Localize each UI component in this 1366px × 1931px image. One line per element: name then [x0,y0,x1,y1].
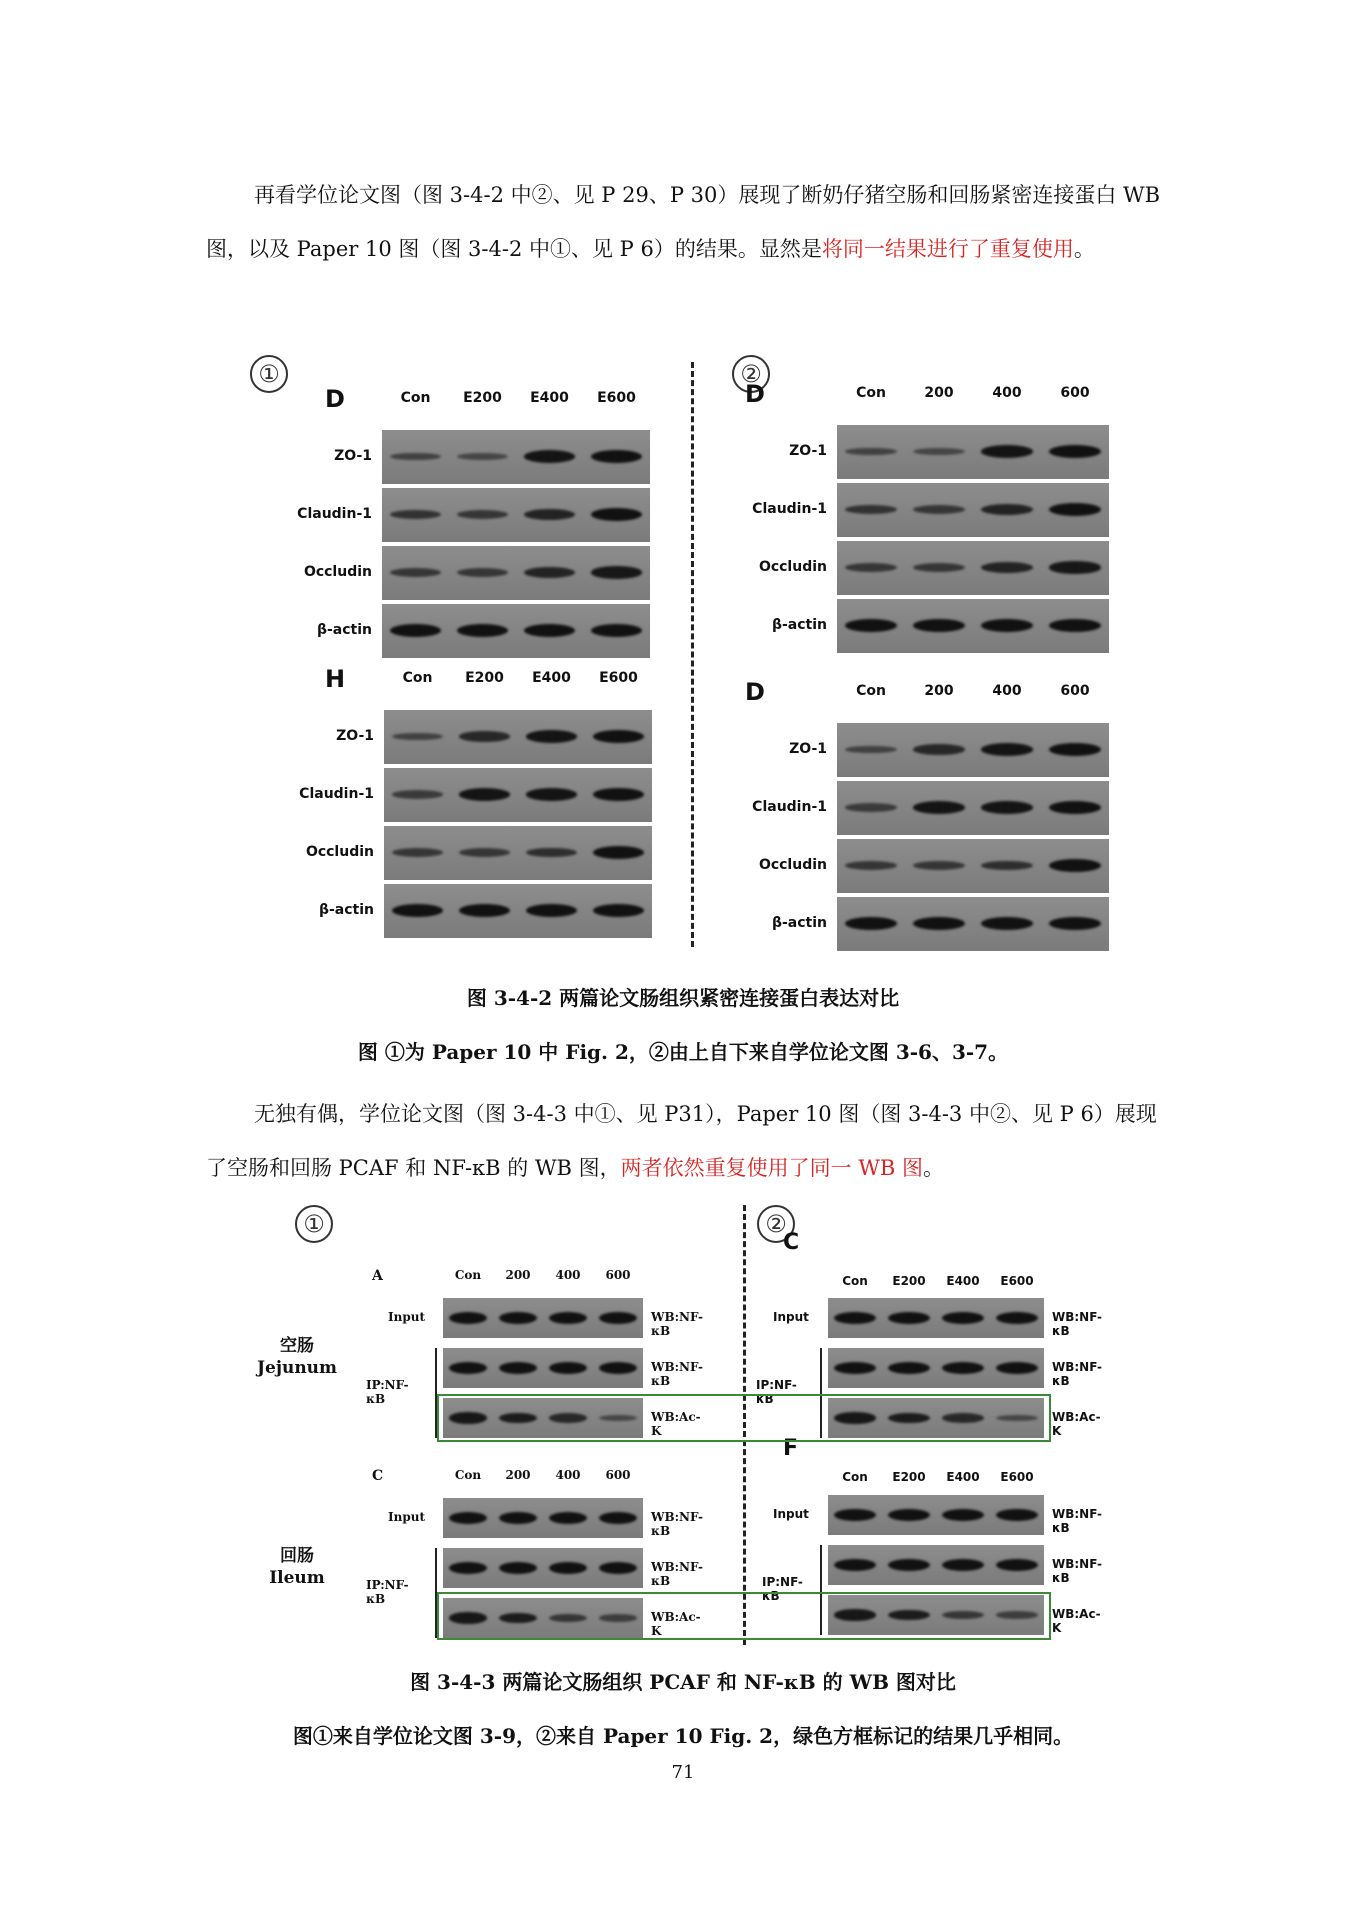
band [996,1312,1038,1324]
column-label: 600 [605,1468,631,1482]
column-label: E600 [1000,1274,1034,1288]
band [392,848,443,857]
band [845,505,897,514]
marker-2: ② [732,355,770,393]
figure1-caption-title: 图 3-4-2 两篇论文肠组织紧密连接蛋白表达对比 [466,986,900,1010]
blot-strip [837,599,1109,653]
band [499,1512,537,1524]
band [1049,743,1101,756]
row-label: Occludin [758,857,827,873]
column-label: Con [402,670,433,686]
band [599,1512,637,1524]
blot-strip [382,430,650,484]
highlighted-text: 两者依然重复使用了同一 WB 图 [620,1156,924,1180]
band [913,563,965,572]
band [913,744,965,755]
column-label: E600 [597,390,636,406]
input-label: Input [388,1310,425,1324]
band [845,563,897,572]
input-label: Input [773,1310,809,1324]
ileum-cn: 回肠 [280,1546,314,1566]
row-label: β-actin [316,622,372,638]
band [549,1362,587,1374]
band [981,861,1033,871]
band [524,509,575,520]
column-label: 200 [924,385,954,401]
marker-1: ① [295,1205,333,1243]
paragraph-2 [206,1087,1166,1195]
column-label: Con [856,385,886,401]
panel-letter: C [372,1468,384,1484]
band [499,1562,537,1574]
band [1049,917,1101,930]
band [1049,801,1101,814]
page-number: 71 [671,1762,695,1783]
blot-strip [837,425,1109,479]
column-label: 200 [924,683,954,699]
band [913,619,965,632]
band [981,801,1033,814]
blot-strip [837,781,1109,835]
band [499,1312,537,1324]
band [593,730,644,743]
row-label: β-actin [771,915,827,931]
band [526,904,577,917]
band [526,788,577,801]
column-label: 600 [1060,683,1090,699]
wb-label: WB:NF-κB [1052,1360,1103,1388]
ileum-en: Ileum [269,1568,325,1588]
band [845,917,897,930]
band [392,904,443,917]
panel-letter: C [783,1230,800,1255]
band [459,904,510,917]
band [591,450,642,463]
band [593,846,644,859]
blot-strip [382,546,650,600]
band [888,1509,930,1521]
band [449,1512,487,1524]
column-label: 600 [1060,385,1090,401]
band [913,448,965,455]
row-label: Occludin [303,564,372,580]
band [981,562,1033,573]
band [457,624,508,637]
band [913,801,965,814]
ip-label: IP:NF-κB [366,1578,409,1606]
blot-strip [443,1298,643,1338]
band [390,568,441,577]
band [457,453,508,460]
band [888,1559,930,1571]
marker-1: ① [250,355,288,393]
blot-strip [443,1498,643,1538]
band [834,1559,876,1571]
blot-strip [837,541,1109,595]
band [499,1362,537,1374]
column-label: 400 [555,1468,581,1482]
panel-letter: D [745,678,765,706]
panel-letter: D [745,380,765,408]
band [888,1312,930,1324]
band [457,510,508,519]
column-label: 400 [992,385,1022,401]
blot-strip [837,723,1109,777]
wb-label: WB:Ac-K [1052,1410,1101,1438]
blot-strip [443,1548,643,1588]
band [981,445,1033,458]
band [390,624,441,637]
band [449,1312,487,1324]
row-label: Claudin-1 [297,506,372,522]
wb-label: WB:Ac-K [651,1610,701,1638]
band [390,510,441,519]
wb-label: WB:NF-κB [651,1560,703,1588]
column-label: E200 [892,1274,926,1288]
panel-letter: F [783,1436,799,1461]
blot-strip [837,483,1109,537]
band [913,917,965,930]
band [524,624,575,637]
column-label: E400 [946,1274,980,1288]
band [845,448,897,456]
band [599,1312,637,1324]
row-label: β-actin [771,617,827,633]
column-label: 200 [505,1468,531,1482]
band [981,743,1033,756]
band [392,733,443,741]
ileum-label [237,1545,357,1589]
column-label: E600 [599,670,638,686]
panel-letter: H [325,665,346,693]
band [834,1509,876,1521]
row-label: ZO-1 [334,448,372,464]
band [845,803,897,812]
wb-label: WB:Ac-K [651,1410,701,1438]
band [549,1562,587,1574]
green-box-jejunum [437,1394,1051,1442]
panel-letter: A [372,1268,383,1284]
column-label: E200 [892,1470,926,1484]
panel-letter: D [325,385,345,413]
band [1049,445,1101,458]
paragraph-text: 。 [1073,237,1095,261]
wb-label: WB:NF-κB [651,1360,703,1388]
band [942,1559,984,1571]
band [981,619,1033,632]
column-label: Con [856,683,886,699]
band [845,746,897,754]
row-label: ZO-1 [789,741,827,757]
column-label: E200 [465,670,504,686]
band [591,624,642,637]
paragraph-1 [206,168,1166,276]
blot-strip [382,604,650,658]
column-label: 400 [992,683,1022,699]
blot-strip [828,1545,1044,1585]
marker-2: ② [757,1205,795,1243]
highlighted-text: 将同一结果进行了重复使用 [821,237,1074,261]
blot-strip [382,488,650,542]
band [996,1509,1038,1521]
band [392,790,443,799]
paragraph-text: 。 [923,1156,945,1180]
figure2-caption-note: 图①来自学位论文图 3-9，②来自 Paper 10 Fig. 2，绿色方框标记的结果几乎相同。 [292,1724,1074,1748]
blot-strip [837,839,1109,893]
figure1-caption-note: 图 ①为 Paper 10 中 Fig. 2，②由上自下来自学位论文图 3-6、3-7。 [357,1040,1009,1064]
figure1-divider [691,362,694,947]
band [593,904,644,917]
band [457,568,508,577]
band [593,788,644,801]
row-label: ZO-1 [789,443,827,459]
band [942,1312,984,1324]
band [599,1562,637,1574]
ip-label: IP:NF-κB [762,1575,803,1603]
column-label: E400 [532,670,571,686]
band [449,1362,487,1374]
column-label: 200 [505,1268,531,1282]
jejunum-cn: 空肠 [280,1336,314,1356]
band [913,861,965,870]
blot-strip [828,1298,1044,1338]
band [845,619,897,632]
band [524,567,575,578]
band [526,730,577,743]
row-label: Occludin [758,559,827,575]
wb-label: WB:NF-κB [651,1510,703,1538]
band [459,848,510,857]
band [549,1312,587,1324]
band [526,848,577,858]
band [913,505,965,514]
paragraph-text: 无独有偶，学位论文图（图 3-4-3 中①、见 P31），Paper 10 图（图 3-4-3 中②、见 P 6）展现了空肠和回肠 PCAF 和 NF-κB 的 WB 图， [206,1102,1157,1180]
band [449,1562,487,1574]
band [524,450,575,463]
column-label: Con [454,1468,482,1482]
figure2-caption-title: 图 3-4-3 两篇论文肠组织 PCAF 和 NF-κB 的 WB 图对比 [410,1670,956,1694]
band [834,1312,876,1324]
row-label: β-actin [318,902,374,918]
input-label: Input [388,1510,425,1524]
band [390,453,441,461]
column-label: E200 [463,390,502,406]
band [1049,561,1101,573]
band [981,917,1033,930]
wb-label: WB:Ac-K [1052,1607,1101,1635]
column-label: E400 [946,1470,980,1484]
blot-strip [828,1495,1044,1535]
blot-strip [384,826,652,880]
blot-strip [384,710,652,764]
wb-label: WB:NF-κB [1052,1310,1103,1338]
column-label: Con [454,1268,482,1282]
blot-strip [837,897,1109,951]
blot-strip [384,884,652,938]
blot-strip [384,768,652,822]
row-label: ZO-1 [336,728,374,744]
band [599,1362,637,1374]
band [942,1362,984,1374]
band [942,1509,984,1521]
jejunum-en: Jejunum [256,1358,338,1378]
row-label: Occludin [305,844,374,860]
column-label: E600 [1000,1470,1034,1484]
band [888,1362,930,1374]
wb-label: WB:NF-κB [1052,1507,1103,1535]
row-label: Claudin-1 [752,799,827,815]
column-label: 400 [555,1268,581,1282]
input-label: Input [773,1507,809,1521]
blot-strip [443,1348,643,1388]
band [834,1362,876,1374]
band [549,1512,587,1524]
jejunum-label [237,1335,357,1379]
band [591,566,642,578]
wb-label: WB:NF-κB [1052,1557,1103,1585]
column-label: E400 [530,390,569,406]
column-label: Con [842,1470,868,1484]
band [459,788,510,801]
band [1049,503,1101,516]
column-label: Con [842,1274,868,1288]
band [996,1559,1038,1571]
row-label: Claudin-1 [752,501,827,517]
band [591,508,642,521]
column-label: Con [400,390,431,406]
band [459,731,510,742]
band [981,504,1033,515]
blot-strip [828,1348,1044,1388]
paragraph-text: 再看学位论文图（图 3-4-2 中②、见 P 29、P 30）展现了断奶仔猪空肠和回肠紧密连接蛋白 WB 图，以及 Paper 10 图（图 3-4-2 中①、见 P 6）的结果。显然是 [206,183,1161,261]
column-label: 600 [605,1268,631,1282]
band [996,1362,1038,1374]
band [1049,619,1101,632]
band [1049,859,1101,872]
green-box-ileum [437,1592,1051,1640]
wb-label: WB:NF-κB [651,1310,703,1338]
ip-label: IP:NF-κB [366,1378,409,1406]
row-label: Claudin-1 [299,786,374,802]
band [845,861,897,870]
ip-label: IP:NF-κB [756,1378,797,1406]
